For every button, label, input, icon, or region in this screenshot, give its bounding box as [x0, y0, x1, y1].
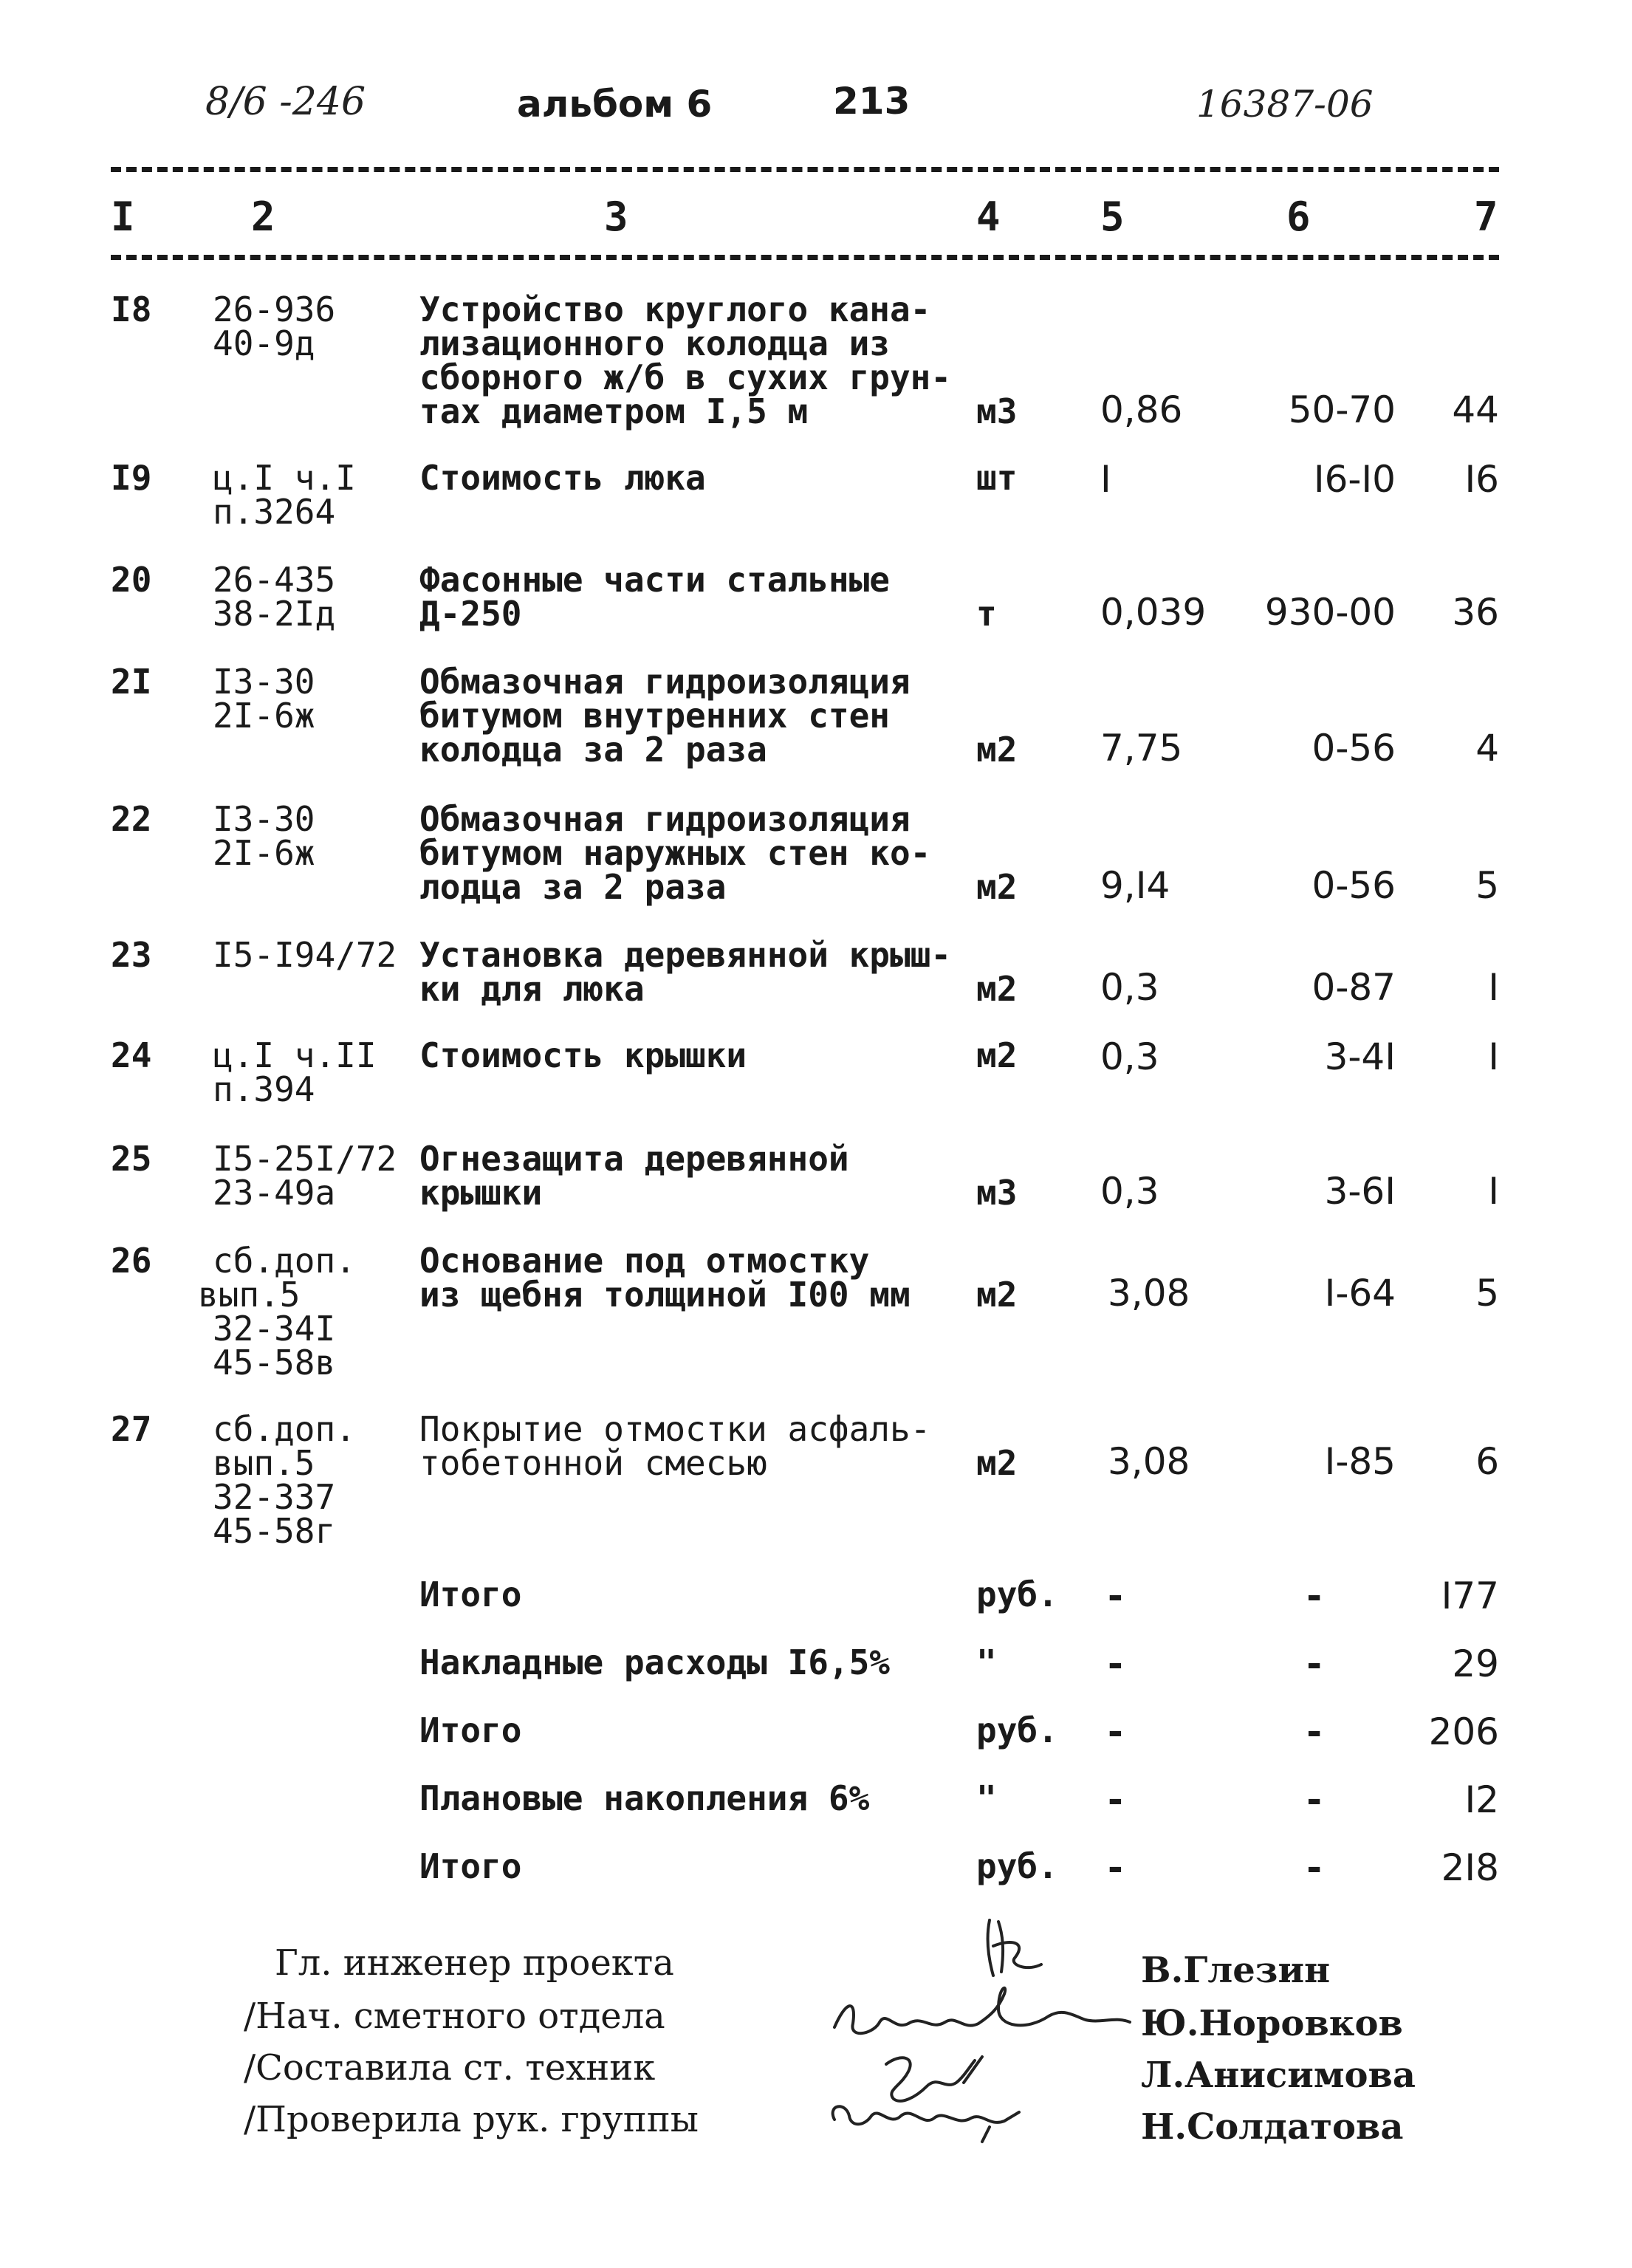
- header-rule-top: [111, 167, 1499, 172]
- work-description: Фасонные части стальные: [419, 560, 890, 600]
- work-description: битумом внутренних стен: [419, 696, 890, 736]
- summary-label: Итого: [419, 1710, 522, 1750]
- quantity: 9,I4: [1100, 864, 1170, 907]
- summary-price: -: [1306, 1846, 1322, 1889]
- signature-role: /Нач. сметного отдела: [244, 1995, 665, 2037]
- norm-code: 32-337: [213, 1477, 336, 1517]
- unit-price: 0-56: [1312, 864, 1396, 907]
- signature-name: Ю.Норовков: [1141, 2003, 1403, 2044]
- norm-code: I3-30: [213, 799, 315, 839]
- work-description: Обмазочная гидроизоляция: [419, 799, 911, 839]
- total-cost: I: [1488, 1170, 1499, 1213]
- norm-code: 45-58в: [213, 1343, 336, 1383]
- unit-price: I6-I0: [1313, 458, 1396, 501]
- norm-code: 2I-6ж: [213, 696, 315, 736]
- unit-price: 50-70: [1288, 388, 1396, 431]
- page-number: 213: [833, 80, 911, 123]
- column-number-1: I: [111, 193, 135, 240]
- total-cost: I: [1488, 1035, 1499, 1078]
- row-number: 2I: [111, 662, 152, 702]
- work-description: лодца за 2 раза: [419, 867, 727, 907]
- norm-code: 2I-6ж: [213, 833, 315, 873]
- quantity: 3,08: [1108, 1440, 1190, 1483]
- column-number-6: 6: [1286, 193, 1311, 240]
- quantity: 0,3: [1100, 1035, 1159, 1078]
- signature-name: Л.Анисимова: [1141, 2055, 1416, 2096]
- norm-code: ц.I ч.I: [213, 458, 356, 498]
- quantity: 0,039: [1100, 591, 1207, 634]
- summary-total: I77: [1441, 1575, 1499, 1617]
- row-number: 27: [111, 1409, 152, 1449]
- norm-code: 32-34I: [213, 1309, 336, 1349]
- norm-code: 26-936: [213, 290, 336, 329]
- quantity: 0,3: [1100, 966, 1159, 1009]
- norm-code: 38-2Iд: [213, 594, 336, 634]
- summary-price: -: [1306, 1575, 1322, 1617]
- norm-code: сб.доп.: [213, 1409, 356, 1449]
- summary-total: I2: [1464, 1778, 1499, 1821]
- norm-code: I3-30: [213, 662, 315, 702]
- norm-code: вып.5: [213, 1443, 315, 1483]
- unit: м2: [976, 867, 1018, 907]
- summary-qty: -: [1108, 1778, 1123, 1821]
- summary-qty: -: [1108, 1710, 1123, 1753]
- summary-unit: ": [976, 1778, 997, 1818]
- work-description: из щебня толщиной I00 мм: [419, 1275, 911, 1315]
- norm-code: п.394: [213, 1069, 315, 1109]
- unit-price: 3-6I: [1324, 1170, 1396, 1213]
- norm-code: 40-9д: [213, 323, 315, 363]
- total-cost: 4: [1475, 727, 1499, 770]
- work-description: Стоимость крышки: [419, 1035, 747, 1075]
- column-number-3: 3: [604, 193, 628, 240]
- norm-code: ц.I ч.II: [213, 1035, 377, 1075]
- signature-role: Гл. инженер проекта: [275, 1942, 674, 1984]
- summary-label: Итого: [419, 1846, 522, 1886]
- total-cost: 5: [1475, 864, 1499, 907]
- row-number: I8: [111, 290, 152, 329]
- work-description: Покрытие отмостки асфаль-: [419, 1409, 931, 1449]
- unit: м2: [976, 1035, 1018, 1075]
- norm-code: 23-49а: [213, 1173, 336, 1213]
- work-description: Установка деревянной крыш-: [419, 935, 952, 975]
- total-cost: 36: [1452, 591, 1499, 634]
- signature-role: /Составила ст. техник: [244, 2047, 656, 2089]
- work-description: Д-250: [419, 594, 522, 634]
- total-cost: 6: [1475, 1440, 1499, 1483]
- signature-name: Н.Солдатова: [1141, 2106, 1404, 2148]
- unit: м2: [976, 1275, 1018, 1315]
- unit: м3: [976, 1173, 1018, 1213]
- total-cost: 44: [1452, 388, 1499, 431]
- summary-label: Накладные расходы I6,5%: [419, 1642, 890, 1682]
- work-description: лизационного колодца из: [419, 323, 890, 363]
- summary-qty: -: [1108, 1575, 1123, 1617]
- work-description: тах диаметром I,5 м: [419, 391, 809, 431]
- row-number: 22: [111, 799, 152, 839]
- row-number: 23: [111, 935, 152, 975]
- unit-price: 0-56: [1312, 727, 1396, 770]
- summary-unit: ": [976, 1642, 997, 1682]
- summary-unit: руб.: [976, 1710, 1058, 1750]
- quantity: 3,08: [1108, 1272, 1190, 1315]
- summary-label: Плановые накопления 6%: [419, 1778, 870, 1818]
- summary-price: -: [1306, 1778, 1322, 1821]
- unit: м3: [976, 391, 1018, 431]
- summary-total: 29: [1452, 1642, 1499, 1685]
- column-number-4: 4: [976, 193, 1001, 240]
- unit-price: 930-00: [1264, 591, 1396, 634]
- work-description: Устройство круглого кана-: [419, 290, 931, 329]
- total-cost: I: [1488, 966, 1499, 1009]
- handwritten-code-left: 8/6 -246: [205, 80, 366, 124]
- unit-price: 0-87: [1312, 966, 1396, 1009]
- quantity: I: [1100, 458, 1111, 501]
- row-number: I9: [111, 458, 152, 498]
- quantity: 7,75: [1100, 727, 1183, 770]
- row-number: 26: [111, 1241, 152, 1281]
- summary-qty: -: [1108, 1846, 1123, 1889]
- row-number: 20: [111, 560, 152, 600]
- unit: т: [976, 594, 997, 634]
- row-number: 24: [111, 1035, 152, 1075]
- quantity: 0,3: [1100, 1170, 1159, 1213]
- norm-code: I5-25I/72: [213, 1139, 397, 1179]
- norm-code: сб.доп.: [213, 1241, 356, 1281]
- norm-code: п.3264: [213, 492, 336, 532]
- unit: шт: [976, 458, 1018, 498]
- total-cost: 5: [1475, 1272, 1499, 1315]
- header-rule-bottom: [111, 255, 1499, 260]
- summary-label: Итого: [419, 1575, 522, 1614]
- column-number-2: 2: [251, 193, 275, 240]
- work-description: колодца за 2 раза: [419, 730, 767, 770]
- summary-unit: руб.: [976, 1575, 1058, 1614]
- work-description: битумом наружных стен ко-: [419, 833, 931, 873]
- unit-price: 3-4I: [1324, 1035, 1396, 1078]
- signature-role: /Проверила рук. группы: [244, 2099, 699, 2140]
- work-description: Обмазочная гидроизоляция: [419, 662, 911, 702]
- work-description: Стоимость люка: [419, 458, 706, 498]
- norm-code: I5-I94/72: [213, 935, 397, 975]
- column-number-5: 5: [1100, 193, 1125, 240]
- signature-name: В.Глезин: [1141, 1950, 1331, 1991]
- work-description: сборного ж/б в сухих грун-: [419, 357, 952, 397]
- work-description: тобетонной смесью: [419, 1443, 767, 1483]
- norm-code: вып.5: [198, 1275, 301, 1315]
- album-label: альбом 6: [517, 83, 713, 126]
- norm-code: 26-435: [213, 560, 336, 600]
- total-cost: I6: [1464, 458, 1499, 501]
- unit-price: I-85: [1324, 1440, 1396, 1483]
- unit-price: I-64: [1324, 1272, 1396, 1315]
- work-description: крышки: [419, 1173, 543, 1213]
- unit: м2: [976, 969, 1018, 1009]
- work-description: Огнезащита деревянной: [419, 1139, 849, 1179]
- summary-total: 2I8: [1441, 1846, 1499, 1889]
- unit: м2: [976, 1443, 1018, 1483]
- column-number-7: 7: [1474, 193, 1498, 240]
- work-description: Основание под отмостку: [419, 1241, 870, 1281]
- handwritten-signatures-image: [805, 1905, 1145, 2149]
- summary-price: -: [1306, 1710, 1322, 1753]
- unit: м2: [976, 730, 1018, 770]
- work-description: ки для люка: [419, 969, 645, 1009]
- summary-price: -: [1306, 1642, 1322, 1685]
- summary-total: 206: [1428, 1710, 1499, 1753]
- handwritten-code-right: 16387-06: [1196, 83, 1374, 126]
- summary-qty: -: [1108, 1642, 1123, 1685]
- summary-unit: руб.: [976, 1846, 1058, 1886]
- row-number: 25: [111, 1139, 152, 1179]
- quantity: 0,86: [1100, 388, 1183, 431]
- norm-code: 45-58г: [213, 1511, 336, 1551]
